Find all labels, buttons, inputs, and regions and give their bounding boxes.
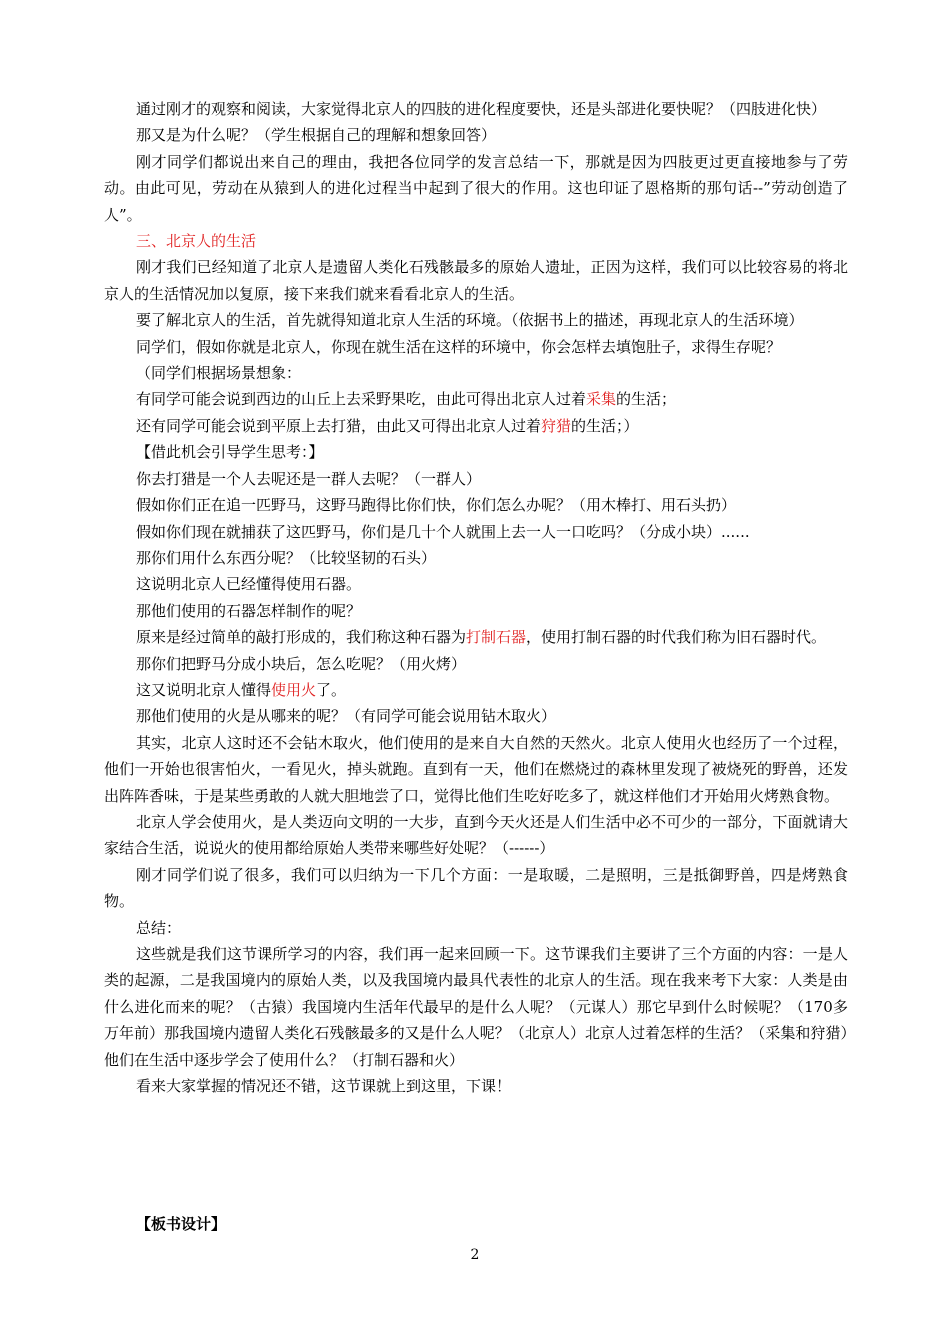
paragraph: 那他们使用的火是从哪来的呢？（有同学可能会说用钻木取火） — [136, 707, 557, 726]
paragraph: 要了解北京人的生活，首先就得知道北京人生活的环境。（依据书上的描述，再现北京人的生活环境） — [136, 311, 804, 330]
keyword-highlight: 使用火 — [271, 680, 317, 699]
paragraph: 这又说明北京人懂得使用火了。 — [136, 680, 347, 699]
paragraph: 刚才我们已经知道了北京人是遗留人类化石残骸最多的原始人遗址，正因为这样，我们可以比较容易的将北京人的生活情况加以复原，接下来我们就来看看北京人的生活。 — [104, 258, 848, 303]
paragraph: （同学们根据场景想象： — [136, 364, 302, 383]
paragraph: 看来大家掌握的情况还不错，这节课就上到这里，下课！ — [136, 1077, 512, 1096]
keyword-highlight: 狩猎 — [541, 416, 572, 435]
paragraph: 总结： — [136, 918, 182, 937]
keyword-highlight: 采集 — [586, 390, 617, 409]
paragraph: 通过刚才的观察和阅读，大家觉得北京人的四肢的进化程度要快，还是头部进化要快呢？（四肢进化快） — [136, 100, 827, 118]
paragraph: 北京人学会使用火，是人类迈向文明的一大步，直到今天火还是人们生活中必不可少的一部分，下面就请大家结合生活，说说火的使用都给原始人类带来哪些好处呢？（------） — [104, 812, 848, 858]
board-design-heading: 【板书设计】 — [136, 1215, 227, 1233]
section-heading: 三、北京人的生活 — [136, 232, 257, 251]
paragraph: 【借此机会引导学生思考：】 — [136, 443, 324, 462]
paragraph: 还有同学可能会说到平原上去打猎，由此又可得出北京人过着狩猎的生活；） — [136, 416, 639, 435]
page-number: 2 — [470, 1247, 480, 1263]
paragraph: 有同学可能会说到西边的山丘上去采野果吃，由此可得出北京人过着采集的生活； — [136, 390, 677, 409]
paragraph: 同学们，假如你就是北京人，你现在就生活在这样的环境中，你会怎样去填饱肚子，求得生存呢？ — [136, 337, 782, 356]
paragraph: 其实，北京人这时还不会钻木取火，他们使用的是来自大自然的天然火。北京人使用火也经历了一个过程，他们一开始也很害怕火，一看见火，掉头就跑。直到有一天，他们在燃烧过的森林里发现了被烧死的野兽，还发出阵阵香味，于是某些勇敢的人就大胆地尝了口，觉得比他们生吃好吃多了，就这样他们才开始用火烤熟食物。 — [104, 733, 848, 805]
paragraph: 刚才同学们说了很多，我们可以归纳为一下几个方面：一是取暖，二是照明，三是抵御野兽，四是烤熟食物。 — [104, 865, 848, 911]
paragraph: 这些就是我们这节课所学习的内容，我们再一起来回顾一下。这节课我们主要讲了三个方面的内容：一是人类的起源，二是我国境内的原始人类，以及我国境内最具代表性的北京人的生活。现在我来考下大家：人类是由什么进化而来的呢？（古猿）我国境内生活年代最早的是什么人呢？（元谋人）那它早到什么时候呢？（170多万年前）那我国境内遗留人类化石残骸最多的又是什么人呢？（北京人）北京人过着怎样的生活？（采集和狩猎）他们在生活中逐步学会了使用什么？（打制石器和火） — [104, 945, 848, 1069]
paragraph: 那又是为什么呢？（学生根据自己的理解和想象回答） — [136, 126, 497, 145]
paragraph: 你去打猎是一个人去呢还是一群人去呢？（一群人） — [136, 469, 482, 488]
paragraph: 那他们使用的石器怎样制作的呢？ — [136, 601, 362, 620]
paragraph: 这说明北京人已经懂得使用石器。 — [136, 575, 362, 594]
body-text — [104, 96, 848, 1099]
paragraph: 原来是经过简单的敲打形成的，我们称这种石器为打制石器，使用打制石器的时代我们称为旧石器时代。 — [136, 628, 827, 647]
keyword-highlight: 打制石器 — [466, 628, 527, 647]
paragraph: 刚才同学们都说出来自己的理由，我把各位同学的发言总结一下，那就是因为四肢更过更直接地参与了劳动。由此可见，劳动在从猿到人的进化过程当中起到了很大的作用。这也印证了恩格斯的那句话--”劳动创造了人”。 — [104, 152, 848, 224]
paragraph: 假如你们正在追一匹野马，这野马跑得比你们快，你们怎么办呢？（用木棒打、用石头扔） — [136, 496, 737, 515]
paragraph: 那你们把野马分成小块后，怎么吃呢？（用火烤） — [136, 654, 467, 673]
paragraph: 假如你们现在就捕获了这匹野马，你们是几十个人就围上去一人一口吃吗？（分成小块）...... — [136, 522, 750, 541]
paragraph: 那你们用什么东西分呢？（比较坚韧的石头） — [136, 548, 437, 567]
